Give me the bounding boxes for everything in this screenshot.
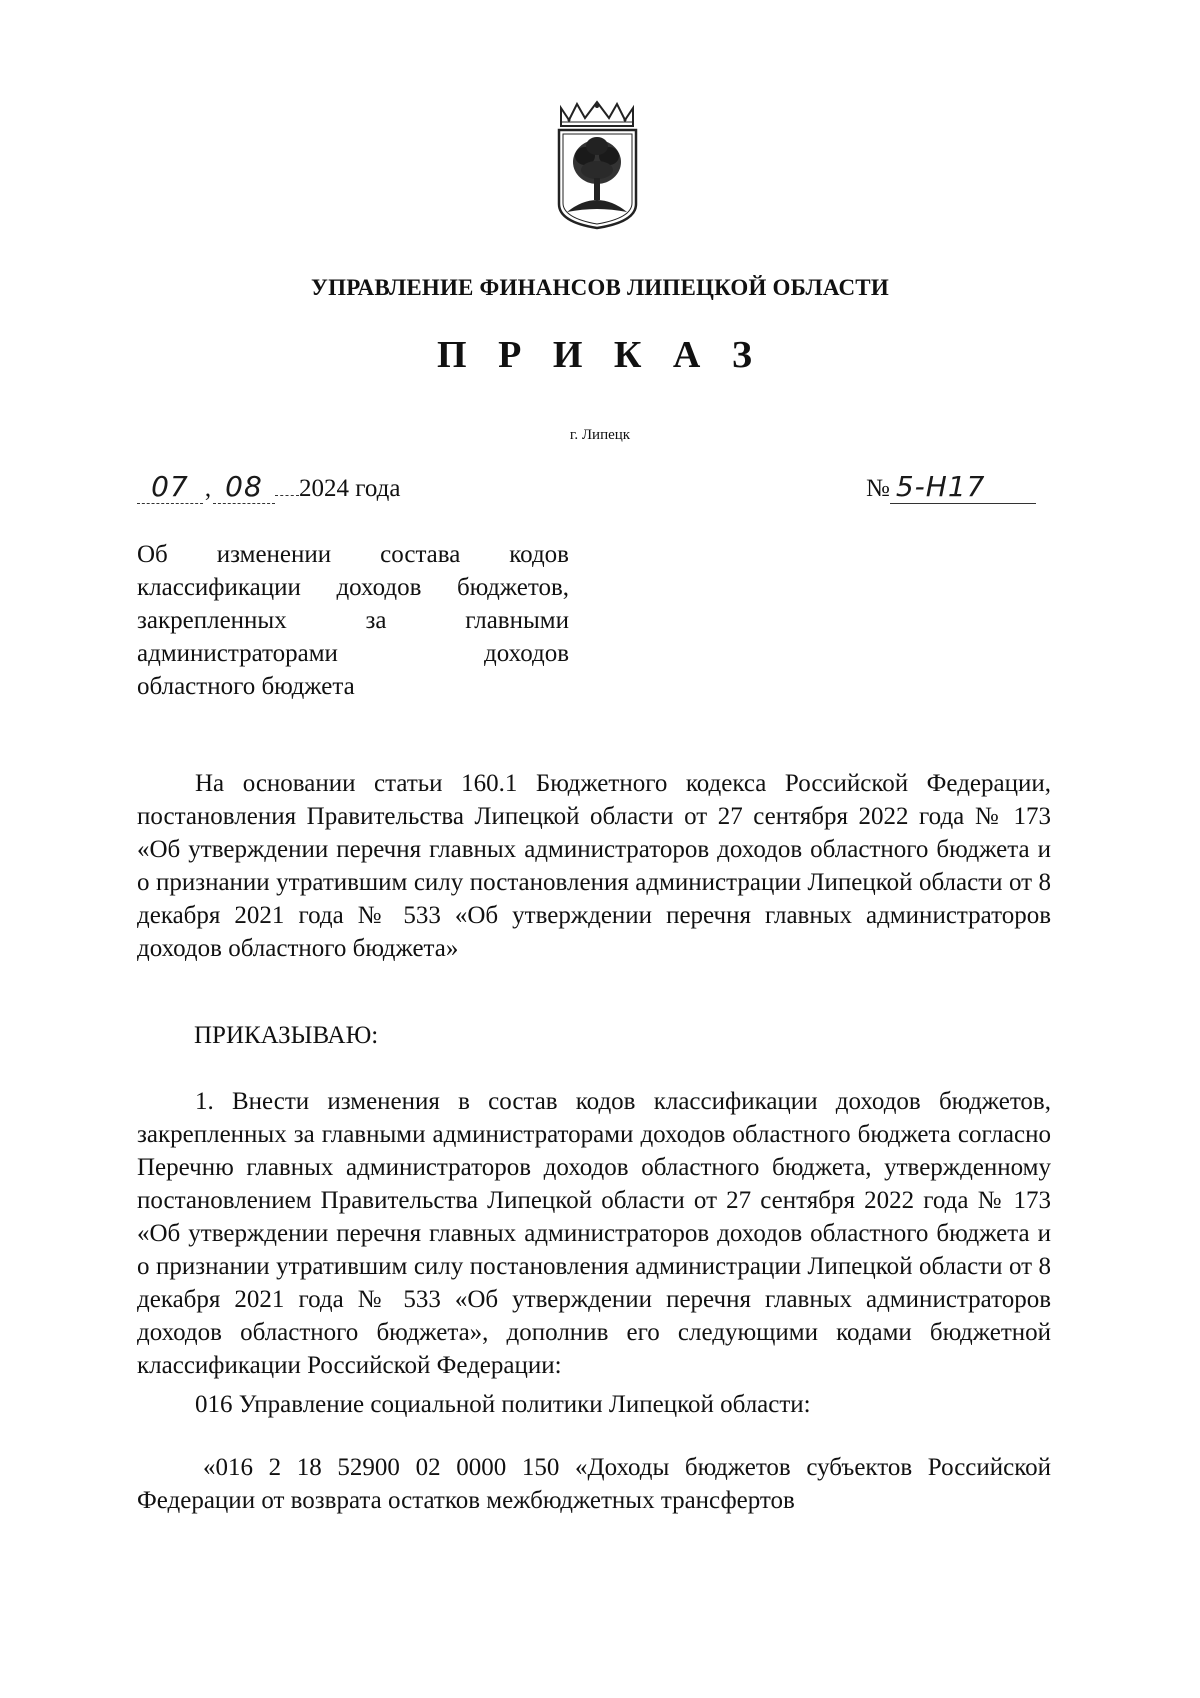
subject-line: классификации доходов бюджетов, [137,574,569,601]
city-name: г. Липецк [569,427,631,443]
document-type-title: П Р И К А З [437,334,763,376]
subject-line: областного бюджета [137,673,355,700]
date-year: 2024 года [299,475,401,502]
order-subject [137,538,569,703]
coat-of-arms-icon [555,100,640,232]
organization-name: УПРАВЛЕНИЕ ФИНАНСОВ ЛИПЕЦКОЙ ОБЛАСТИ [311,275,889,300]
item-1-text: 1. Внести изменения в состав кодов классификации доходов бюджетов, закрепленных за главными администраторами доходов областного бюджета согласно Перечню главных администраторов доходов областного бюджета, утвержденному постановлением Правительства Липецкой области от 27 сентября 2022 года № 173 «Об утверждении перечня главных администраторов доходов областного бюджета и о признании утратившим силу постановления администрации Липецкой области от 8 декабря 2021 года № 533 «Об утверждении перечня главных администраторов доходов областного бюджета», дополнив его следующими кодами бюджетной классификации Российской Федерации: [137,1088,1051,1379]
date-day-handwritten: 07 [137,470,203,504]
code-entry-text: «016 2 18 52900 02 0000 150 «Доходы бюджетов субъектов Российской Федерации от возврата остатков межбюджетных трансфертов [137,1454,1051,1514]
administrator-text: 016 Управление социальной политики Липецкой области: [195,1391,811,1418]
number-handwritten: 5-H17 [890,470,1036,504]
subject-line: администраторами доходов [137,640,569,667]
subject-line: Об изменении состава кодов [137,541,569,568]
item-1-paragraph [137,1085,1051,1382]
subject-line: закрепленных за главными [137,607,569,634]
code-entry-paragraph [137,1451,1051,1517]
date-month-handwritten: 08 [213,470,275,504]
document-number [866,470,1036,504]
number-sign: № [866,475,890,502]
document-date: 07 , 08 2024 года [137,470,400,504]
basis-paragraph [137,767,1051,965]
order-word: ПРИКАЗЫВАЮ: [194,1022,379,1049]
administrator-paragraph [137,1388,1051,1421]
basis-text: На основании статьи 160.1 Бюджетного кодекса Российской Федерации, постановления Правительства Липецкой области от 27 сентября 2022 года № 173 «Об утверждении перечня главных администраторов доходов областного бюджета и о признании утратившим силу постановления администрации Липецкой области от 8 декабря 2021 года № 533 «Об утверждении перечня главных администраторов доходов областного бюджета» [137,770,1051,962]
